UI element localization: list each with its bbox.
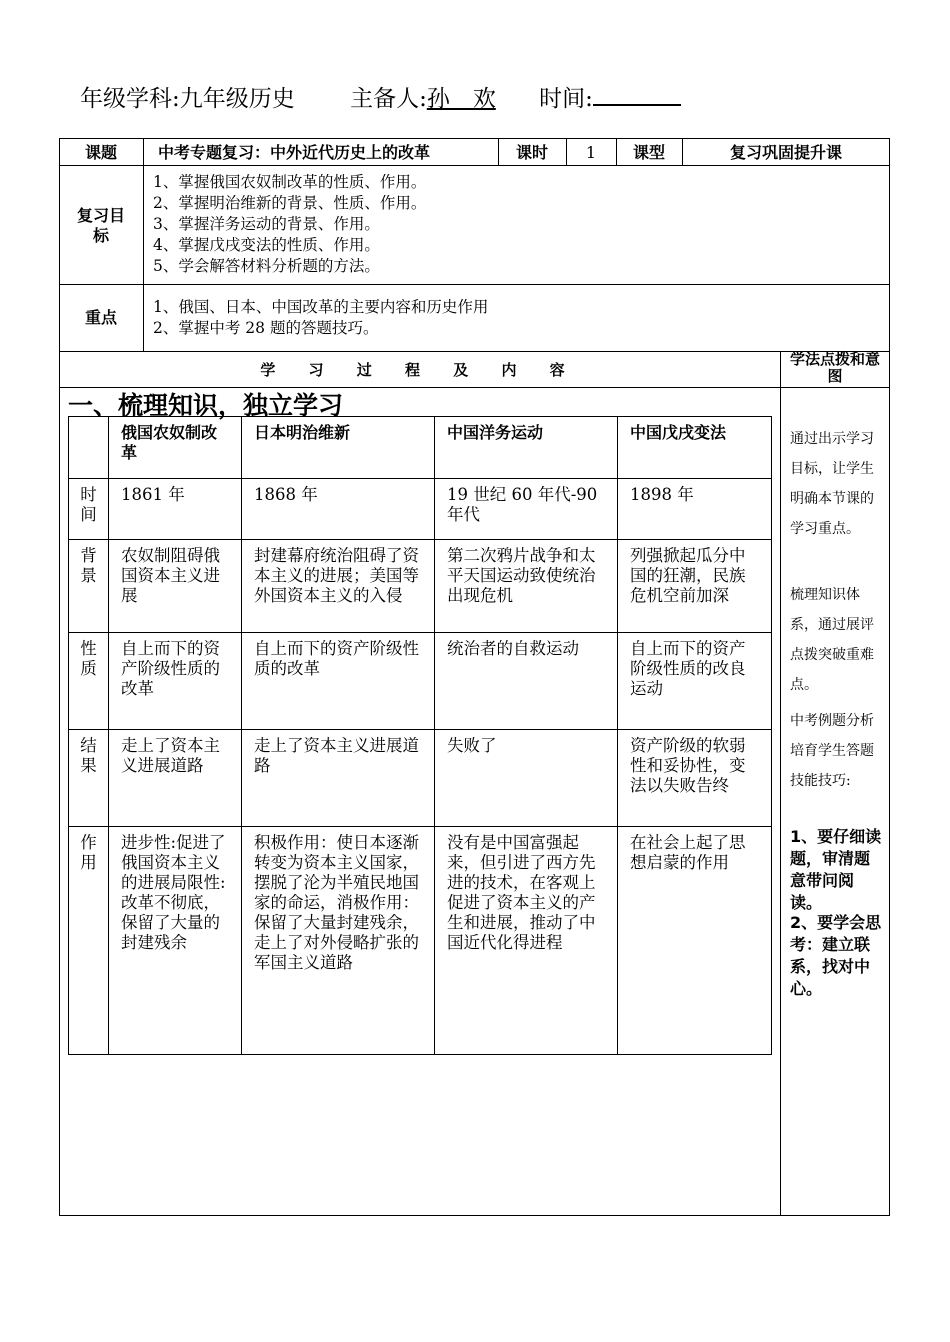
column-header: 中国洋务运动 bbox=[435, 417, 618, 479]
hours-label: 课时 bbox=[515, 143, 548, 162]
table-cell: 没有是中国富强起来，但引进了西方先进的技术，在客观上促进了资本主义的产生和进展，推动了中国近代化得进程 bbox=[435, 827, 618, 1055]
table-cell: 列强掀起瓜分中国的狂潮，民族危机空前加深 bbox=[618, 540, 772, 633]
goal-item: 2、掌握明治维新的背景、性质、作用。 bbox=[153, 194, 427, 212]
divider bbox=[59, 351, 890, 352]
table-cell: 第二次鸦片战争和太平天国运动致使统治出现危机 bbox=[435, 540, 618, 633]
table-cell: 资产阶级的软弱性和妥协性，变法以失败告终 bbox=[618, 730, 772, 827]
goal-item: 3、掌握洋务运动的背景、作用。 bbox=[153, 215, 380, 233]
topic-label: 课题 bbox=[84, 143, 117, 162]
table-cell: 农奴制阻碍俄国资本主义进展 bbox=[109, 540, 242, 633]
type-value: 复习巩固提升课 bbox=[729, 143, 842, 162]
table-cell: 积极作用：使日本逐渐转变为资本主义国家，摆脱了沦为半殖民地国家的命运，消极作用：保留了大量封建残余，走上了对外侵略扩张的军国主义道路 bbox=[242, 827, 435, 1055]
table-cell: 在社会上起了思想启蒙的作用 bbox=[618, 827, 772, 1055]
table-cell: 进步性:促进了俄国资本主义的进展局限性:改革不彻底，保留了大量的封建残余 bbox=[109, 827, 242, 1055]
table-cell: 自上而下的资产阶级性质的改革 bbox=[242, 633, 435, 730]
table-row bbox=[69, 633, 772, 730]
table-cell: 自上而下的资产阶级性质的改革 bbox=[109, 633, 242, 730]
section-title: 一、梳理知识，独立学习 bbox=[68, 391, 344, 420]
time-label: 时间: bbox=[539, 86, 593, 112]
row-header: 性质 bbox=[69, 633, 109, 730]
table-row bbox=[69, 827, 772, 1055]
type-label: 课型 bbox=[632, 143, 665, 162]
row-header: 结果 bbox=[69, 730, 109, 827]
goal-item: 4、掌握戊戌变法的性质、作用。 bbox=[153, 236, 380, 254]
table-cell: 1861 年 bbox=[109, 479, 242, 540]
time-blank[interactable] bbox=[593, 82, 681, 106]
reform-comparison-table bbox=[68, 416, 772, 1055]
preparer-value: 孙 欢 bbox=[426, 86, 496, 112]
divider bbox=[143, 138, 144, 351]
divider bbox=[780, 351, 781, 1216]
column-header: 俄国农奴制改革 bbox=[109, 417, 242, 479]
table-cell: 自上而下的资产阶级性质的改良运动 bbox=[618, 633, 772, 730]
table-row bbox=[69, 540, 772, 633]
hours-value: 1 bbox=[585, 143, 597, 162]
column-header: 日本明治维新 bbox=[242, 417, 435, 479]
goals-list bbox=[153, 172, 426, 277]
goals-label: 复习目标 bbox=[76, 206, 125, 245]
process-title: 学 习 过 程 及 内 容 bbox=[260, 361, 579, 379]
side-note: 通过出示学习目标，让学生明确本节课的学习重点。 bbox=[790, 431, 874, 537]
subject-label: 年级学科: bbox=[80, 86, 180, 112]
subject-value: 九年级历史 bbox=[179, 86, 295, 112]
table-cell: 失败了 bbox=[435, 730, 618, 827]
row-header: 背景 bbox=[69, 540, 109, 633]
table-cell: 1868 年 bbox=[242, 479, 435, 540]
table-cell: 封建幕府统治阻碍了资本主义的进展；美国等外国资本主义的入侵 bbox=[242, 540, 435, 633]
table-cell: 19 世纪 60 年代-90 年代 bbox=[435, 479, 618, 540]
row-header: 时间 bbox=[69, 479, 109, 540]
table-cell: 1898 年 bbox=[618, 479, 772, 540]
corner-cell bbox=[69, 417, 109, 479]
table-cell: 走上了资本主义进展道路 bbox=[242, 730, 435, 827]
side-column-title: 学法点拨和意图 bbox=[789, 350, 880, 385]
document-header bbox=[80, 80, 681, 113]
side-note: 梳理知识体系，通过展评点拨突破重难点。 bbox=[790, 587, 874, 693]
column-header: 中国戊戌变法 bbox=[618, 417, 772, 479]
goal-item: 1、掌握俄国农奴制改革的性质、作用。 bbox=[153, 173, 427, 191]
goal-item: 5、学会解答材料分析题的方法。 bbox=[153, 257, 380, 275]
row-header: 作用 bbox=[69, 827, 109, 1055]
side-tip: 1、要仔细读题，审清题意带问阅读。 bbox=[790, 827, 882, 912]
divider bbox=[59, 284, 890, 285]
table-row bbox=[69, 479, 772, 540]
divider bbox=[59, 165, 890, 166]
side-tip: 2、要学会思考：建立联系，找对中心。 bbox=[790, 913, 882, 998]
keypoint-item: 1、俄国、日本、中国改革的主要内容和历史作用 bbox=[153, 298, 489, 316]
table-row bbox=[69, 730, 772, 827]
side-note: 中考例题分析培育学生答题技能技巧: bbox=[790, 713, 874, 789]
keypoints-label: 重点 bbox=[84, 308, 117, 327]
table-cell: 统治者的自救运动 bbox=[435, 633, 618, 730]
keypoint-item: 2、掌握中考 28 题的答题技巧。 bbox=[153, 319, 379, 337]
table-cell: 走上了资本主义进展道路 bbox=[109, 730, 242, 827]
preparer-label: 主备人: bbox=[350, 86, 427, 112]
table-header-row bbox=[69, 417, 772, 479]
keypoints-list bbox=[153, 297, 488, 339]
topic-value: 中考专题复习：中外近代历史上的改革 bbox=[158, 143, 431, 162]
